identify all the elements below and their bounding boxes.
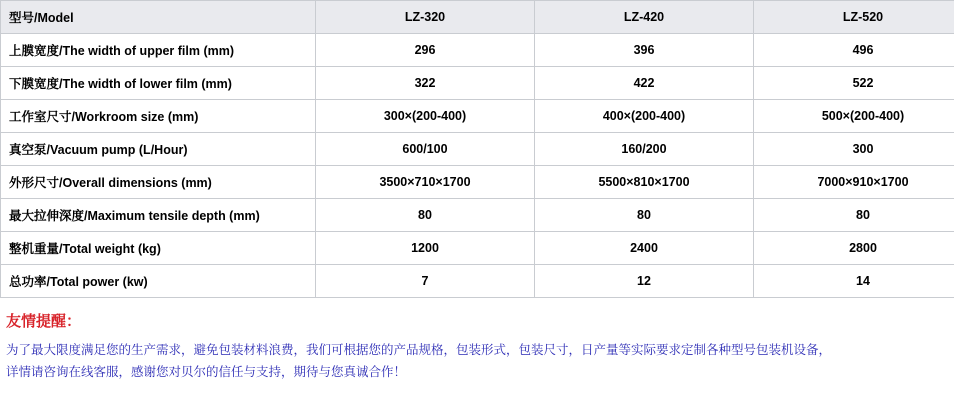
- row-value: 7: [316, 265, 535, 298]
- row-value: 500×(200-400): [754, 100, 954, 133]
- row-value: 7000×910×1700: [754, 166, 954, 199]
- notice-line-1: 为了最大限度满足您的生产需求，避免包装材料浪费，我们可根据您的产品规格，包装形式，包装尺寸，日产量等实际要求定制各种型号包装机设备，: [6, 343, 832, 357]
- header-cell-model: 型号/Model: [1, 1, 316, 34]
- row-label: [1, 133, 316, 166]
- table-row: [1, 265, 954, 298]
- row-value: 80: [316, 199, 535, 232]
- row-value: 5500×810×1700: [535, 166, 754, 199]
- row-label-cn: 真空泵: [9, 143, 47, 157]
- row-label: [1, 265, 316, 298]
- header-cell-model-1: LZ-320: [316, 1, 535, 34]
- row-value: 296: [316, 34, 535, 67]
- table-row: [1, 34, 954, 67]
- row-label-en: /Total weight (kg): [59, 242, 161, 256]
- row-value: 300: [754, 133, 954, 166]
- row-value: 160/200: [535, 133, 754, 166]
- row-value: 522: [754, 67, 954, 100]
- row-value: 396: [535, 34, 754, 67]
- row-label-en: /The width of upper film (mm): [59, 44, 235, 58]
- row-value: 14: [754, 265, 954, 298]
- row-label-en: /Maximum tensile depth (mm): [84, 209, 260, 223]
- table-row: [1, 133, 954, 166]
- header-cell-model-3: LZ-520: [754, 1, 954, 34]
- row-value: 80: [535, 199, 754, 232]
- table-row: [1, 100, 954, 133]
- row-value: 600/100: [316, 133, 535, 166]
- row-label: [1, 232, 316, 265]
- row-value: 3500×710×1700: [316, 166, 535, 199]
- row-label-en: /Total power (kw): [46, 275, 148, 289]
- row-value: 400×(200-400): [535, 100, 754, 133]
- row-label-cn: 外形尺寸: [9, 176, 60, 190]
- row-label-cn: 工作室尺寸: [9, 110, 72, 124]
- row-value: 2800: [754, 232, 954, 265]
- table-row: [1, 199, 954, 232]
- table-header-row: [1, 1, 954, 34]
- notice-block: [0, 298, 954, 383]
- table-body: [1, 1, 954, 298]
- row-value: 300×(200-400): [316, 100, 535, 133]
- row-label-cn: 上膜宽度: [9, 44, 60, 58]
- row-label-en: /Overall dimensions (mm): [59, 176, 212, 190]
- row-value: 322: [316, 67, 535, 100]
- row-label-cn: 最大拉伸深度: [9, 209, 85, 223]
- row-label-cn: 下膜宽度: [9, 77, 60, 91]
- row-label-cn: 总功率: [9, 275, 47, 289]
- table-row: [1, 67, 954, 100]
- notice-title: 友情提醒：: [6, 313, 82, 330]
- row-value: 12: [535, 265, 754, 298]
- row-label: [1, 166, 316, 199]
- header-cell-model-2: LZ-420: [535, 1, 754, 34]
- row-label: [1, 100, 316, 133]
- row-value: 422: [535, 67, 754, 100]
- notice-line-2: 详情请咨询在线客服，感谢您对贝尔的信任与支持，期待与您真诚合作！: [6, 365, 407, 379]
- row-value: 2400: [535, 232, 754, 265]
- row-label-en: /Vacuum pump (L/Hour): [46, 143, 188, 157]
- row-label: [1, 67, 316, 100]
- table-row: [1, 232, 954, 265]
- row-label-en: /Workroom size (mm): [71, 110, 199, 124]
- row-label: [1, 34, 316, 67]
- table-row: [1, 166, 954, 199]
- row-label-en: /The width of lower film (mm): [59, 77, 232, 91]
- row-value: 1200: [316, 232, 535, 265]
- row-label-cn: 整机重量: [9, 242, 60, 256]
- row-label: [1, 199, 316, 232]
- row-value: 80: [754, 199, 954, 232]
- row-value: 496: [754, 34, 954, 67]
